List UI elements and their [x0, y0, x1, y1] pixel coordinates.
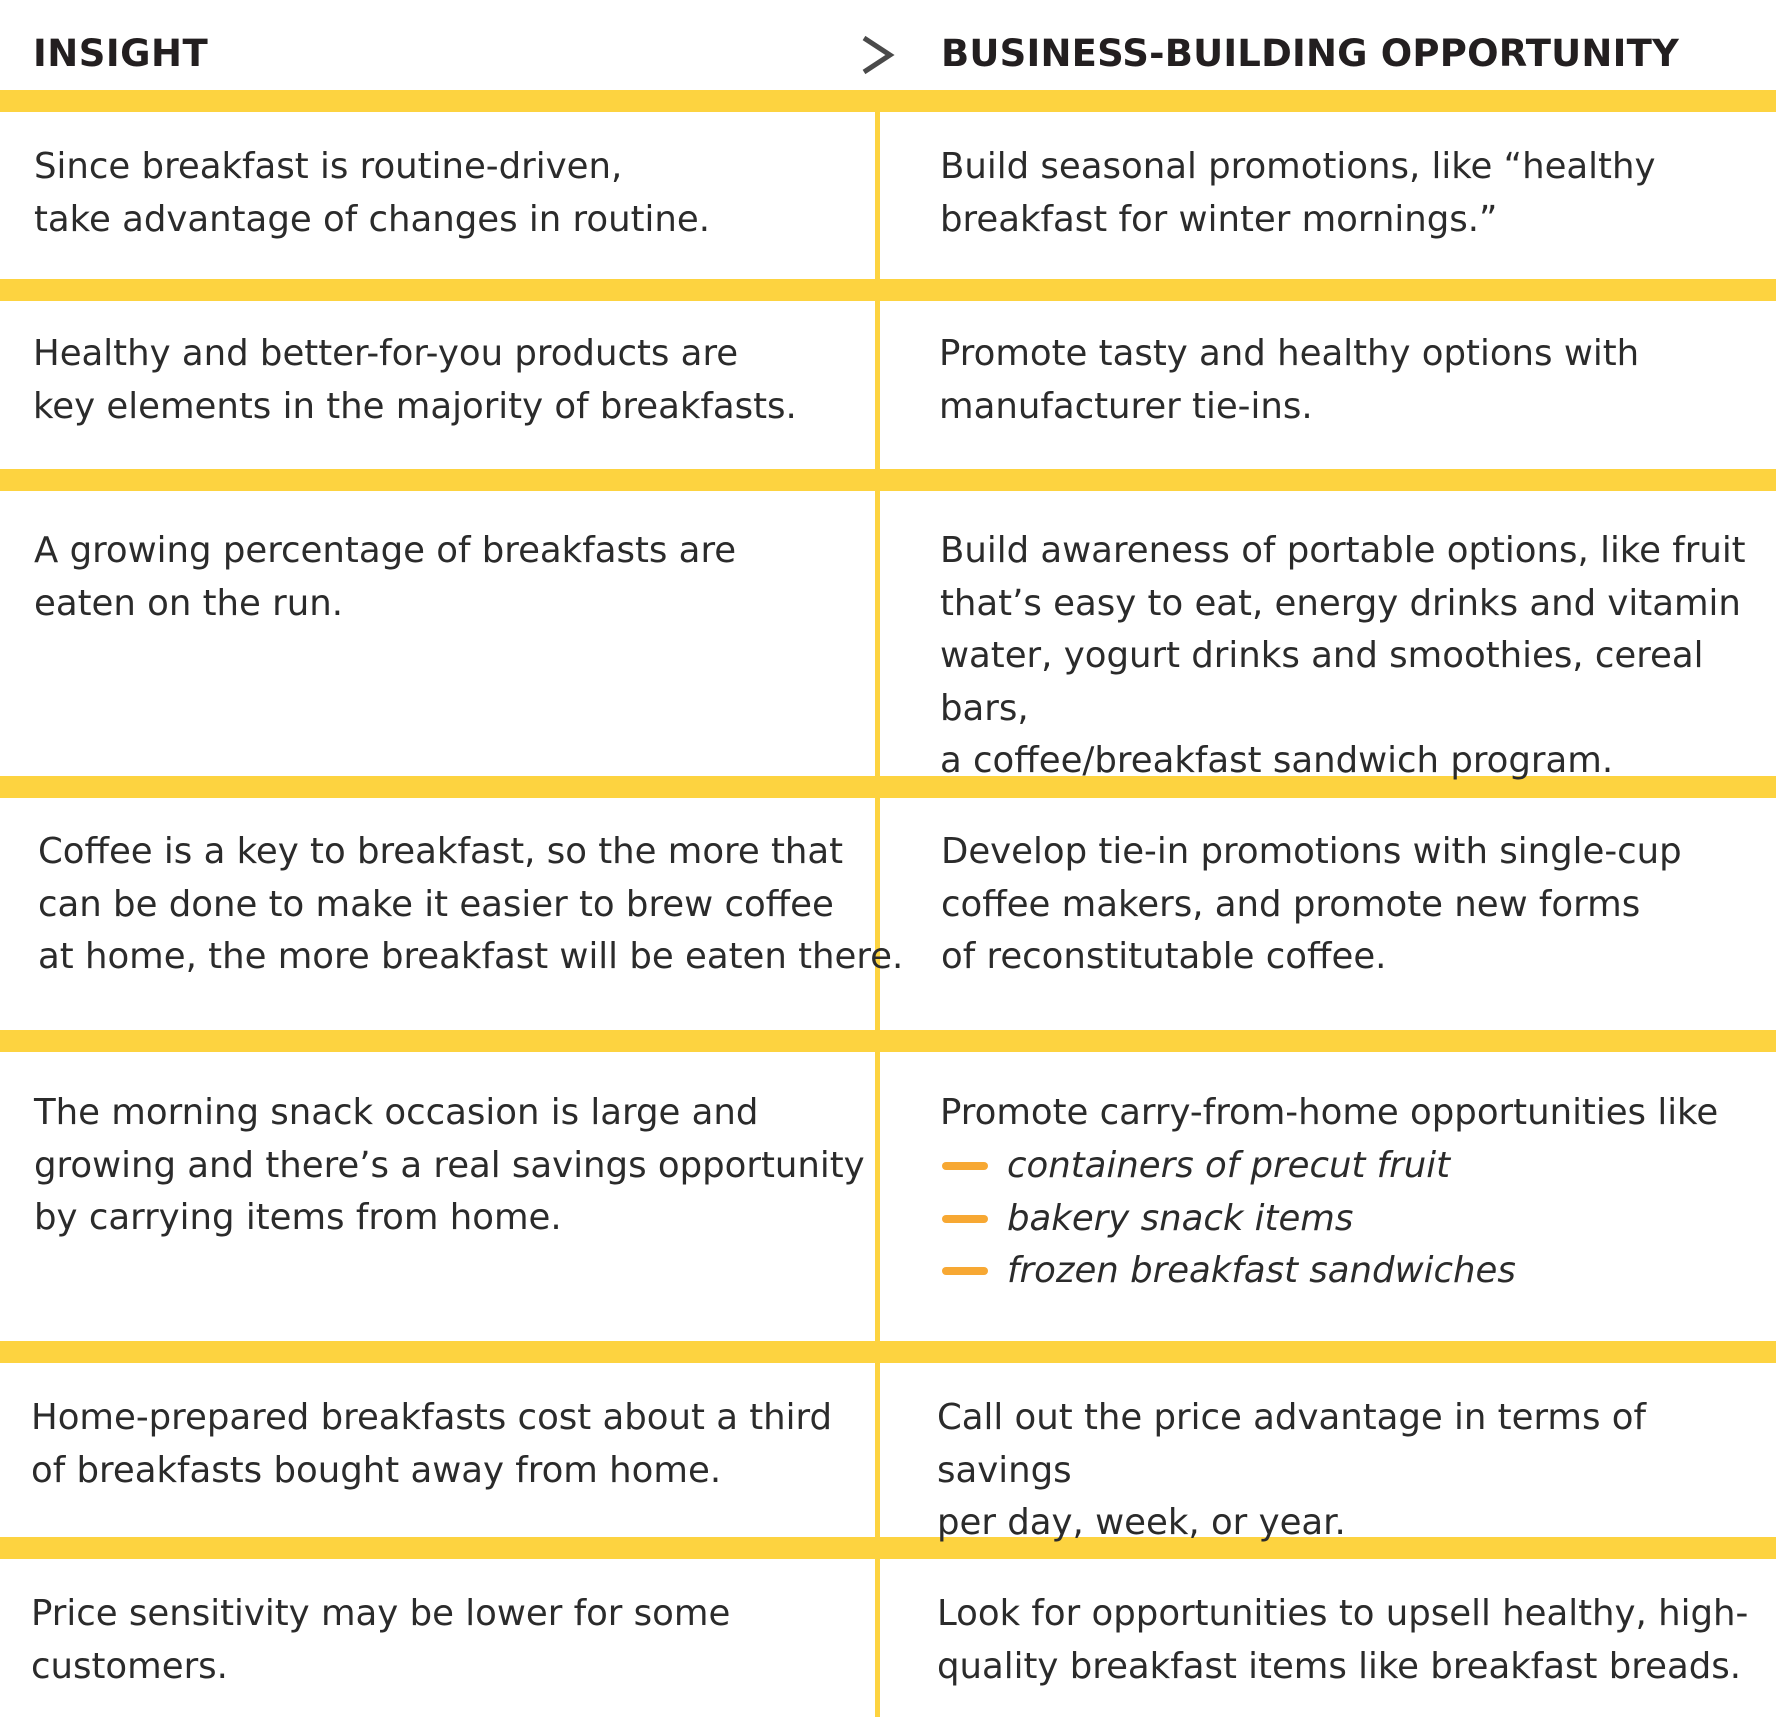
row-divider [0, 469, 1776, 491]
insight-cell: Coffee is a key to breakfast, so the more that can be done to make it easier to brew coffee at home, the more breakfast will be eaten there. [38, 831, 904, 977]
insight-cell: Healthy and better-for-you products are key elements in the majority of breakfasts. [33, 333, 797, 427]
opportunity-cell: Look for opportunities to upsell healthy, high- quality breakfast items like breakfast breads. [937, 1593, 1749, 1687]
list-item [942, 1193, 1516, 1246]
insight-column-header: INSIGHT [33, 32, 209, 75]
insight-cell: Home-prepared breakfasts cost about a third of breakfasts bought away from home. [31, 1397, 833, 1491]
opportunity-cell: Develop tie-in promotions with single-cup coffee makers, and promote new forms of reconstitutable coffee. [941, 831, 1682, 977]
opportunity-bullet-list [942, 1140, 1516, 1298]
dash-bullet-icon [942, 1162, 988, 1170]
row-divider [0, 279, 1776, 301]
opportunity-column-header: BUSINESS-BUILDING OPPORTUNITY [941, 32, 1679, 75]
insight-cell: Since breakfast is routine-driven, take advantage of changes in routine. [34, 146, 710, 240]
insight-cell: Price sensitivity may be lower for some customers. [31, 1593, 731, 1687]
opportunity-cell: Build seasonal promotions, like “healthy breakfast for winter mornings.” [940, 146, 1656, 240]
opportunity-cell: Call out the price advantage in terms of savings per day, week, or year. [937, 1397, 1646, 1543]
bullet-text: containers of precut fruit [1007, 1145, 1451, 1186]
insight-cell: The morning snack occasion is large and growing and there’s a real savings opportunity by carrying items from home. [34, 1092, 865, 1238]
row-divider [0, 1030, 1776, 1052]
opportunity-cell: Promote carry-from-home opportunities like [940, 1092, 1719, 1133]
dash-bullet-icon [942, 1215, 988, 1223]
header-divider [0, 90, 1776, 112]
bullet-text: frozen breakfast sandwiches [1007, 1250, 1516, 1291]
bullet-text: bakery snack items [1007, 1197, 1354, 1239]
dash-bullet-icon [942, 1267, 988, 1275]
chevron-right-icon [858, 32, 898, 78]
opportunity-cell: Promote tasty and healthy options with manufacturer tie-ins. [939, 333, 1640, 427]
opportunity-cell: Build awareness of portable options, like fruit that’s easy to eat, energy drinks and vitamin water, yogurt drinks and smoothies, cereal bars, a coffee/breakfast sandwich program. [940, 530, 1746, 781]
insight-cell: A growing percentage of breakfasts are eaten on the run. [34, 530, 737, 624]
list-item [942, 1245, 1516, 1298]
row-divider [0, 1341, 1776, 1363]
list-item [942, 1140, 1516, 1193]
table-header [0, 0, 1776, 90]
